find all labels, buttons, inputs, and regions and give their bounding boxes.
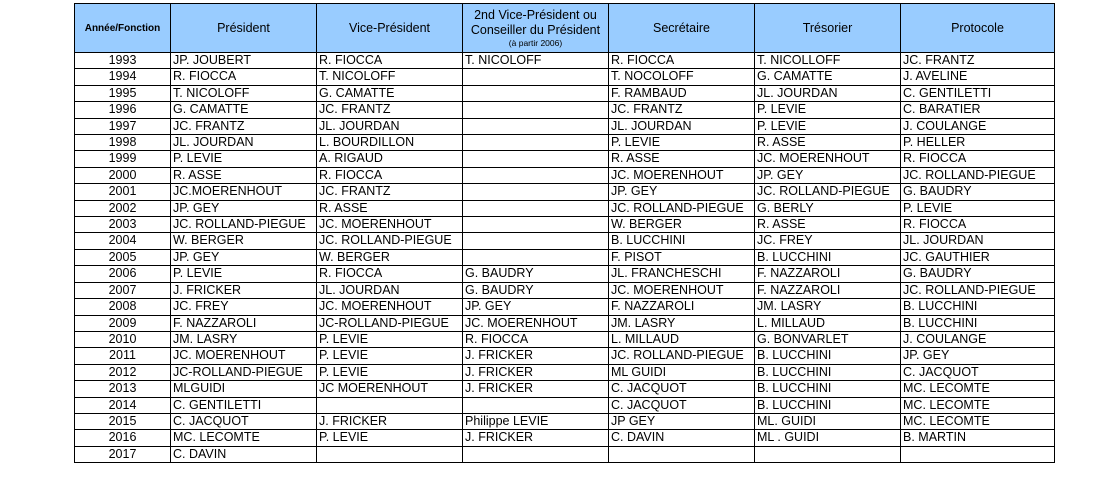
cell-secretary: C. JACQUOT [609,381,755,397]
cell-protocol: JC. FRANTZ [901,53,1055,69]
cell-president: JP. JOUBERT [171,53,317,69]
cell-secretary: L. MILLAUD [609,331,755,347]
cell-treasurer: F. NAZZAROLI [755,282,901,298]
cell-treasurer: F. NAZZAROLI [755,266,901,282]
officers-table [74,3,1055,463]
cell-president: R. ASSE [171,167,317,183]
cell-second-vice-president [463,102,609,118]
header-vice-president: Vice-Président [317,4,463,53]
cell-president: JC. ROLLAND-PIEGUE [171,217,317,233]
cell-second-vice-president [463,85,609,101]
cell-second-vice-president: Philippe LEVIE [463,413,609,429]
cell-vice-president: R. ASSE [317,200,463,216]
table-row [75,200,1055,216]
cell-second-vice-president: G. BAUDRY [463,282,609,298]
table-row [75,167,1055,183]
cell-year: 2007 [75,282,171,298]
table-row [75,102,1055,118]
cell-year: 1995 [75,85,171,101]
cell-secretary: JC. FRANTZ [609,102,755,118]
cell-year: 2005 [75,249,171,265]
cell-vice-president: R. FIOCCA [317,53,463,69]
cell-vice-president: J. FRICKER [317,413,463,429]
cell-second-vice-president [463,397,609,413]
cell-second-vice-president: J. FRICKER [463,430,609,446]
header-second-vp-line1: 2nd Vice-Président ou [474,7,597,22]
cell-treasurer: T. NICOLLOFF [755,53,901,69]
cell-protocol [901,446,1055,462]
cell-year: 2006 [75,266,171,282]
cell-vice-president: L. BOURDILLON [317,135,463,151]
cell-treasurer: ML. GUIDI [755,413,901,429]
table-row [75,430,1055,446]
cell-secretary: JP GEY [609,413,755,429]
cell-year: 1997 [75,118,171,134]
table-row [75,53,1055,69]
cell-second-vice-president [463,151,609,167]
cell-president: G. CAMATTE [171,102,317,118]
header-president: Président [171,4,317,53]
cell-protocol: J. COULANGE [901,118,1055,134]
cell-president: W. BERGER [171,233,317,249]
cell-protocol: JC. ROLLAND-PIEGUE [901,282,1055,298]
cell-second-vice-president [463,167,609,183]
cell-year: 2012 [75,364,171,380]
table-row [75,299,1055,315]
cell-treasurer: R. ASSE [755,217,901,233]
cell-vice-president: JL. JOURDAN [317,118,463,134]
cell-president: R. FIOCCA [171,69,317,85]
table-row [75,217,1055,233]
cell-treasurer: L. MILLAUD [755,315,901,331]
cell-secretary: JC. MOERENHOUT [609,282,755,298]
cell-second-vice-president [463,200,609,216]
cell-year: 2001 [75,184,171,200]
cell-second-vice-president [463,446,609,462]
cell-treasurer: P. LEVIE [755,118,901,134]
cell-secretary: F. RAMBAUD [609,85,755,101]
table-row [75,397,1055,413]
header-second-vice-president [463,4,609,53]
cell-vice-president: JC. MOERENHOUT [317,299,463,315]
cell-president: JC.MOERENHOUT [171,184,317,200]
header-year: Année/Fonction [75,4,171,53]
cell-president: JC. MOERENHOUT [171,348,317,364]
cell-second-vice-president: JP. GEY [463,299,609,315]
cell-second-vice-president [463,69,609,85]
cell-second-vice-president: J. FRICKER [463,381,609,397]
table-row [75,135,1055,151]
cell-year: 2010 [75,331,171,347]
cell-protocol: G. BAUDRY [901,184,1055,200]
cell-secretary: C. DAVIN [609,430,755,446]
cell-year: 1998 [75,135,171,151]
cell-protocol: JC. GAUTHIER [901,249,1055,265]
cell-president: C. DAVIN [171,446,317,462]
cell-vice-president: JC. MOERENHOUT [317,217,463,233]
table-row [75,249,1055,265]
table-row [75,381,1055,397]
cell-secretary: JP. GEY [609,184,755,200]
cell-year: 2000 [75,167,171,183]
cell-year: 2016 [75,430,171,446]
cell-secretary: W. BERGER [609,217,755,233]
cell-secretary: JC. MOERENHOUT [609,167,755,183]
cell-treasurer: P. LEVIE [755,102,901,118]
table-row [75,266,1055,282]
cell-protocol: P. HELLER [901,135,1055,151]
cell-treasurer: JC. FREY [755,233,901,249]
cell-second-vice-president [463,249,609,265]
cell-president: JM. LASRY [171,331,317,347]
cell-vice-president: W. BERGER [317,249,463,265]
cell-protocol: MC. LECOMTE [901,413,1055,429]
cell-treasurer: G. CAMATTE [755,69,901,85]
cell-protocol: J. COULANGE [901,331,1055,347]
cell-vice-president: T. NICOLOFF [317,69,463,85]
cell-treasurer [755,446,901,462]
cell-year: 2004 [75,233,171,249]
cell-vice-president: R. FIOCCA [317,167,463,183]
cell-protocol: C. JACQUOT [901,364,1055,380]
cell-vice-president: JL. JOURDAN [317,282,463,298]
cell-president: J. FRICKER [171,282,317,298]
table-row [75,69,1055,85]
cell-year: 2014 [75,397,171,413]
cell-protocol: G. BAUDRY [901,266,1055,282]
cell-treasurer: JP. GEY [755,167,901,183]
table-row [75,364,1055,380]
cell-vice-president [317,397,463,413]
cell-year: 2009 [75,315,171,331]
cell-vice-president [317,446,463,462]
cell-secretary: JC. ROLLAND-PIEGUE [609,200,755,216]
cell-secretary: JL. JOURDAN [609,118,755,134]
cell-treasurer: JM. LASRY [755,299,901,315]
cell-year: 1999 [75,151,171,167]
cell-second-vice-president [463,135,609,151]
cell-treasurer: JC. ROLLAND-PIEGUE [755,184,901,200]
cell-vice-president: P. LEVIE [317,348,463,364]
cell-protocol: J. AVELINE [901,69,1055,85]
cell-protocol: C. GENTILETTI [901,85,1055,101]
cell-protocol: JC. ROLLAND-PIEGUE [901,167,1055,183]
cell-vice-president: P. LEVIE [317,331,463,347]
table-row [75,151,1055,167]
cell-protocol: C. BARATIER [901,102,1055,118]
table-row [75,331,1055,347]
cell-protocol: MC. LECOMTE [901,397,1055,413]
cell-year: 2002 [75,200,171,216]
cell-year: 2008 [75,299,171,315]
cell-president: P. LEVIE [171,266,317,282]
cell-year: 1996 [75,102,171,118]
cell-president: JP. GEY [171,200,317,216]
cell-president: JC. FREY [171,299,317,315]
cell-president: F. NAZZAROLI [171,315,317,331]
cell-treasurer: JL. JOURDAN [755,85,901,101]
cell-second-vice-president [463,118,609,134]
cell-president: MC. LECOMTE [171,430,317,446]
header-treasurer: Trésorier [755,4,901,53]
table-row [75,348,1055,364]
cell-president: JL. JOURDAN [171,135,317,151]
cell-secretary: B. LUCCHINI [609,233,755,249]
cell-treasurer: G. BONVARLET [755,331,901,347]
cell-year: 2015 [75,413,171,429]
cell-secretary: JM. LASRY [609,315,755,331]
cell-protocol: B. LUCCHINI [901,315,1055,331]
cell-protocol: JP. GEY [901,348,1055,364]
table-row [75,315,1055,331]
cell-treasurer: B. LUCCHINI [755,397,901,413]
cell-secretary: R. FIOCCA [609,53,755,69]
cell-vice-president: G. CAMATTE [317,85,463,101]
cell-secretary: JC. ROLLAND-PIEGUE [609,348,755,364]
cell-president: C. GENTILETTI [171,397,317,413]
cell-vice-president: JC-ROLLAND-PIEGUE [317,315,463,331]
cell-second-vice-president [463,233,609,249]
cell-secretary [609,446,755,462]
cell-treasurer: B. LUCCHINI [755,364,901,380]
cell-vice-president: P. LEVIE [317,430,463,446]
cell-treasurer: B. LUCCHINI [755,381,901,397]
cell-protocol: B. MARTIN [901,430,1055,446]
table-row [75,118,1055,134]
header-row [75,4,1055,53]
table-row [75,85,1055,101]
cell-secretary: P. LEVIE [609,135,755,151]
cell-year: 2013 [75,381,171,397]
cell-protocol: MC. LECOMTE [901,381,1055,397]
table-row [75,233,1055,249]
cell-vice-president: P. LEVIE [317,364,463,380]
cell-vice-president: JC MOERENHOUT [317,381,463,397]
cell-year: 1994 [75,69,171,85]
cell-treasurer: B. LUCCHINI [755,348,901,364]
cell-second-vice-president [463,184,609,200]
cell-treasurer: ML . GUIDI [755,430,901,446]
table-row [75,413,1055,429]
cell-protocol: B. LUCCHINI [901,299,1055,315]
cell-secretary: F. PISOT [609,249,755,265]
header-second-vp-note: (à partir 2006) [508,37,563,48]
cell-protocol: R. FIOCCA [901,217,1055,233]
cell-secretary: JL. FRANCHESCHI [609,266,755,282]
cell-secretary: ML GUIDI [609,364,755,380]
cell-second-vice-president: J. FRICKER [463,348,609,364]
cell-second-vice-president: JC. MOERENHOUT [463,315,609,331]
table-row [75,446,1055,462]
cell-secretary: R. ASSE [609,151,755,167]
table-body [75,53,1055,463]
cell-year: 2003 [75,217,171,233]
cell-president: T. NICOLOFF [171,85,317,101]
cell-treasurer: B. LUCCHINI [755,249,901,265]
cell-president: JC. FRANTZ [171,118,317,134]
cell-year: 2011 [75,348,171,364]
cell-vice-president: A. RIGAUD [317,151,463,167]
cell-secretary: T. NOCOLOFF [609,69,755,85]
cell-president: P. LEVIE [171,151,317,167]
cell-president: JC-ROLLAND-PIEGUE [171,364,317,380]
cell-president: JP. GEY [171,249,317,265]
cell-vice-president: JC. FRANTZ [317,102,463,118]
cell-treasurer: R. ASSE [755,135,901,151]
header-protocol: Protocole [901,4,1055,53]
cell-protocol: P. LEVIE [901,200,1055,216]
cell-president: MLGUIDI [171,381,317,397]
cell-vice-president: JC. ROLLAND-PIEGUE [317,233,463,249]
cell-protocol: JL. JOURDAN [901,233,1055,249]
cell-second-vice-president: J. FRICKER [463,364,609,380]
cell-second-vice-president [463,217,609,233]
cell-second-vice-president: G. BAUDRY [463,266,609,282]
cell-second-vice-president: T. NICOLOFF [463,53,609,69]
cell-secretary: F. NAZZAROLI [609,299,755,315]
table-row [75,282,1055,298]
cell-secretary: C. JACQUOT [609,397,755,413]
cell-president: C. JACQUOT [171,413,317,429]
cell-year: 2017 [75,446,171,462]
header-second-vp-line2: Conseiller du Président [470,22,601,37]
cell-vice-president: R. FIOCCA [317,266,463,282]
cell-vice-president: JC. FRANTZ [317,184,463,200]
cell-year: 1993 [75,53,171,69]
table-row [75,184,1055,200]
cell-protocol: R. FIOCCA [901,151,1055,167]
cell-treasurer: JC. MOERENHOUT [755,151,901,167]
cell-second-vice-president: R. FIOCCA [463,331,609,347]
cell-treasurer: G. BERLY [755,200,901,216]
header-secretary: Secrétaire [609,4,755,53]
